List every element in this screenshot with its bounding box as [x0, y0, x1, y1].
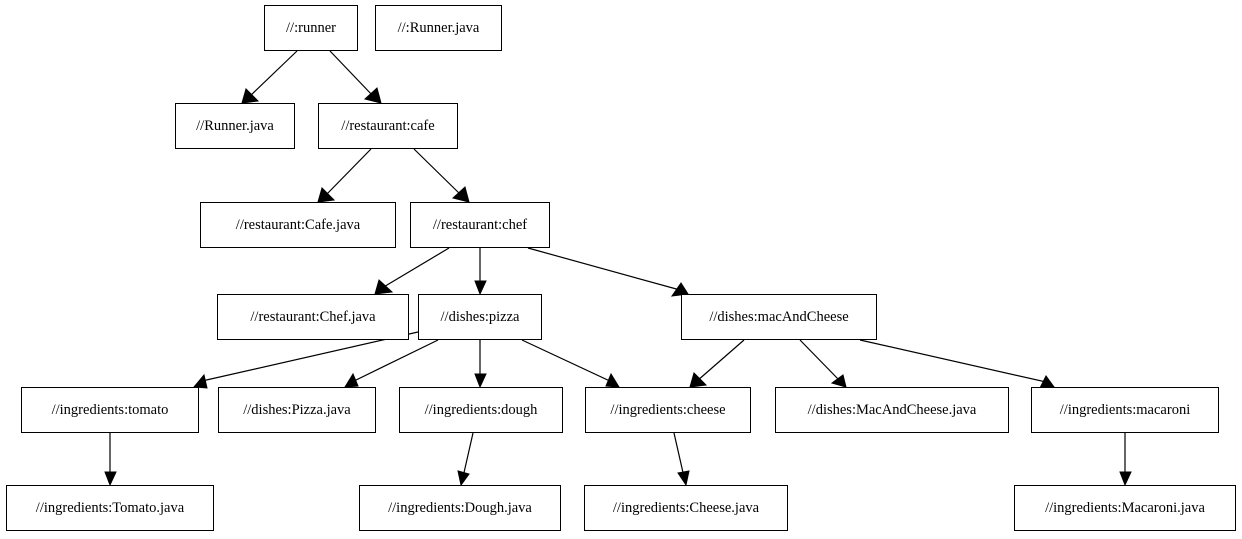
graph-edge	[249, 51, 297, 97]
graph-node-ing_macaroni[interactable]	[1031, 387, 1219, 433]
graph-edge	[800, 340, 840, 381]
graph-node-restaurant_cafe[interactable]	[318, 103, 458, 149]
graph-node-label: //dishes:MacAndCheese.java	[807, 401, 977, 418]
graph-node-label: //restaurant:chef	[432, 216, 528, 233]
graph-edge	[382, 248, 449, 288]
graph-node-label: //restaurant:Cafe.java	[235, 216, 361, 233]
graph-node-dough_java[interactable]	[359, 485, 561, 531]
graph-edge-arrowhead	[606, 374, 619, 387]
graph-edge-arrowhead	[105, 472, 116, 485]
graph-node-label: //dishes:macAndCheese	[709, 308, 849, 325]
graph-edge	[330, 51, 374, 97]
graph-node-label: //ingredients:Cheese.java	[612, 499, 760, 516]
graph-node-tomato_java[interactable]	[6, 485, 214, 531]
graph-node-ing_tomato[interactable]	[21, 387, 199, 433]
graph-edge-arrowhead	[475, 281, 486, 294]
graph-node-label: //ingredients:Tomato.java	[35, 499, 185, 516]
graph-edge	[528, 248, 680, 290]
graph-node-label: //dishes:pizza	[440, 308, 520, 325]
graph-node-label: //ingredients:cheese	[610, 401, 726, 418]
graph-node-label: //ingredients:Dough.java	[388, 499, 532, 516]
graph-node-label: //dishes:Pizza.java	[243, 401, 351, 418]
graph-edge-arrowhead	[678, 471, 689, 485]
graph-node-macandcheese_java[interactable]	[775, 387, 1009, 433]
graph-edge	[352, 340, 438, 382]
graph-edge	[414, 149, 462, 196]
graph-node-cafe_java[interactable]	[200, 202, 396, 248]
graph-node-label: //restaurant:cafe	[341, 117, 435, 134]
graph-node-ing_cheese[interactable]	[585, 387, 751, 433]
graph-node-restaurant_chef[interactable]	[410, 202, 550, 248]
graph-edge	[522, 340, 612, 382]
graph-edge-arrowhead	[832, 375, 846, 387]
graph-edge	[697, 340, 744, 381]
graph-edge-arrowhead	[475, 374, 486, 387]
graph-node-runner[interactable]	[264, 5, 358, 51]
graph-node-label: //ingredients:dough	[424, 401, 538, 418]
graph-edge	[860, 340, 1046, 382]
graph-node-cheese_java[interactable]	[584, 485, 788, 531]
graph-node-runner_java[interactable]	[175, 103, 295, 149]
graph-edge	[325, 149, 371, 196]
graph-node-label: //:runner	[286, 19, 336, 36]
graph-node-ing_dough[interactable]	[399, 387, 563, 433]
graph-node-label: //ingredients:macaroni	[1059, 401, 1191, 418]
graph-edge-arrowhead	[1120, 472, 1131, 485]
graph-node-runner_java_top[interactable]	[375, 5, 502, 51]
graph-edge	[463, 433, 473, 477]
graph-node-label: //ingredients:Macaroni.java	[1045, 499, 1205, 516]
graph-edge-arrowhead	[375, 280, 392, 294]
graph-node-label: //restaurant:Chef.java	[250, 308, 376, 325]
graph-node-dishes_pizza[interactable]	[418, 294, 542, 340]
graph-node-dishes_macandcheese[interactable]	[681, 294, 877, 340]
graph-node-label: //:Runner.java	[397, 19, 480, 36]
graph-node-label: //Runner.java	[196, 117, 274, 134]
graph-edge-arrowhead	[458, 471, 469, 485]
graph-edge-arrowhead	[345, 374, 358, 387]
graph-node-label: //ingredients:tomato	[51, 401, 169, 418]
graph-edge	[674, 433, 684, 477]
graph-node-pizza_java[interactable]	[218, 387, 376, 433]
graph-node-macaroni_java[interactable]	[1014, 485, 1236, 531]
graph-node-chef_java[interactable]	[217, 294, 409, 340]
